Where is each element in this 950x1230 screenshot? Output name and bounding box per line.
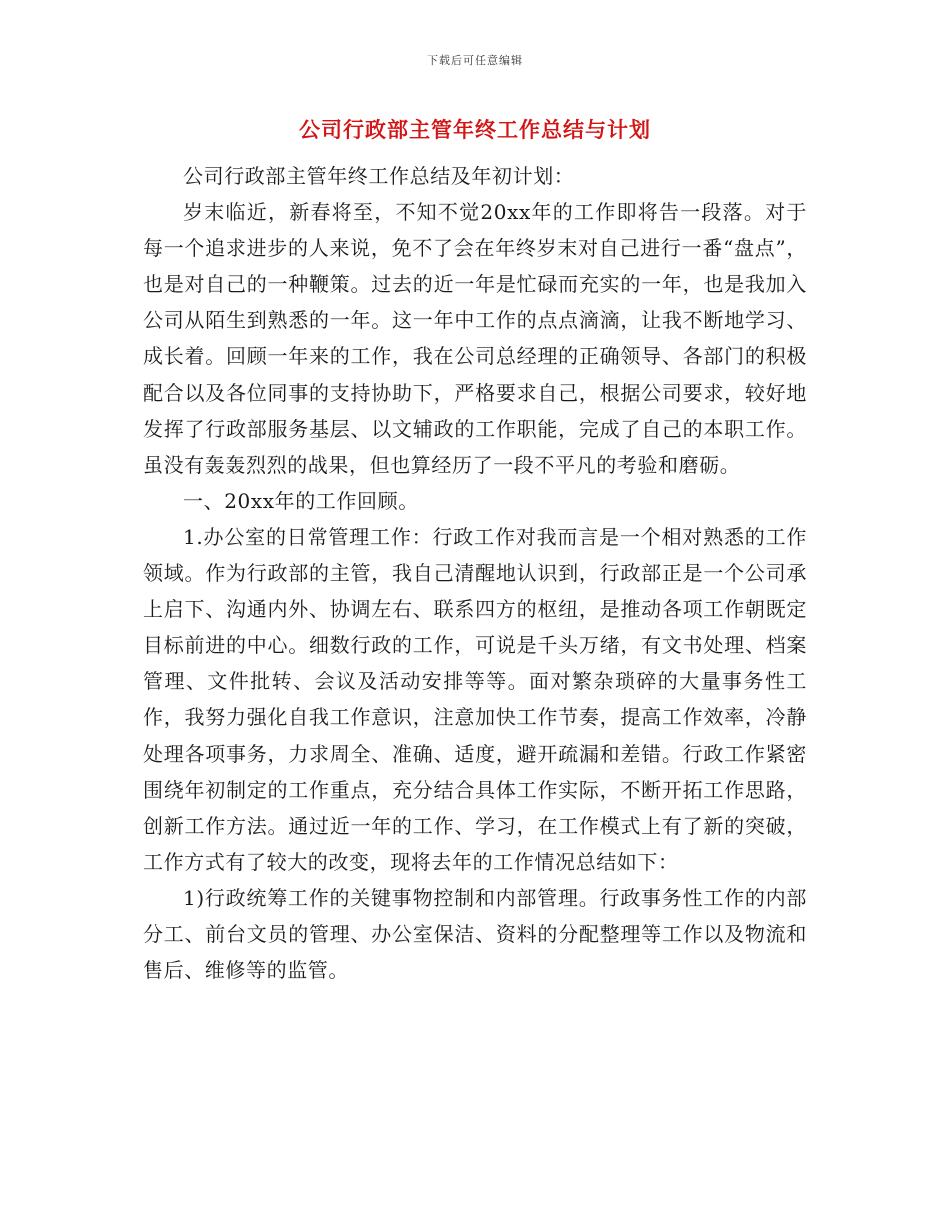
page-header-note: 下载后可任意编辑 xyxy=(427,54,523,67)
paragraph-opening: 岁末临近，新春将至，不知不觉20xx年的工作即将告一段落。对于每一个追求进步的人来说，免不了会在年终岁末对自己进行一番“盘点”，也是对自己的一种鞭策。过去的近一年是忙碌而充实的一年，也是我加入公司从陌生到熟悉的一年。这一年中工作的点点滴滴，让我不断地学习、成长着。回顾一年来的工作，我在公司总经理的正确领导、各部门的积极配合以及各位同事的支持协助下，严格要求自己，根据公司要求，较好地发挥了行政部服务基层、以文辅政的工作职能，完成了自己的本职工作。虽没有轰轰烈烈的战果，但也算经历了一段不平凡的考验和磨砺。 xyxy=(143,200,807,477)
paragraph-admin-coordination: 1)行政统筹工作的关键事物控制和内部管理。行政事务性工作的内部分工、前台文员的管理、办公室保洁、资料的分配整理等工作以及物流和售后、维修等的监管。 xyxy=(143,885,807,983)
document-body xyxy=(143,158,807,988)
paragraph-intro: 公司行政部主管年终工作总结及年初计划： xyxy=(183,164,575,188)
document-title: 公司行政部主管年终工作总结与计划 xyxy=(299,117,651,142)
section-heading-review: 一、20xx年的工作回顾。 xyxy=(183,488,419,513)
paragraph-daily-management: 1.办公室的日常管理工作：行政工作对我而言是一个相对熟悉的工作领域。作为行政部的主管，我自己清醒地认识到，行政部正是一个公司承上启下、沟通内外、协调左右、联系四方的枢纽，是推动各项工作朝既定目标前进的中心。细数行政的工作，可说是千头万绪，有文书处理、档案管理、文件批转、会议及活动安排等等。面对繁杂琐碎的大量事务性工作，我努力强化自我工作意识，注意加快工作节奏，提高工作效率，冷静处理各项事务，力求周全、准确、适度，避开疏漏和差错。行政工作紧密围绕年初制定的工作重点，充分结合具体工作实际，不断开拓工作思路，创新工作方法。通过近一年的工作、学习，在工作模式上有了新的突破，工作方式有了较大的改变，现将去年的工作情况总结如下： xyxy=(143,524,807,874)
